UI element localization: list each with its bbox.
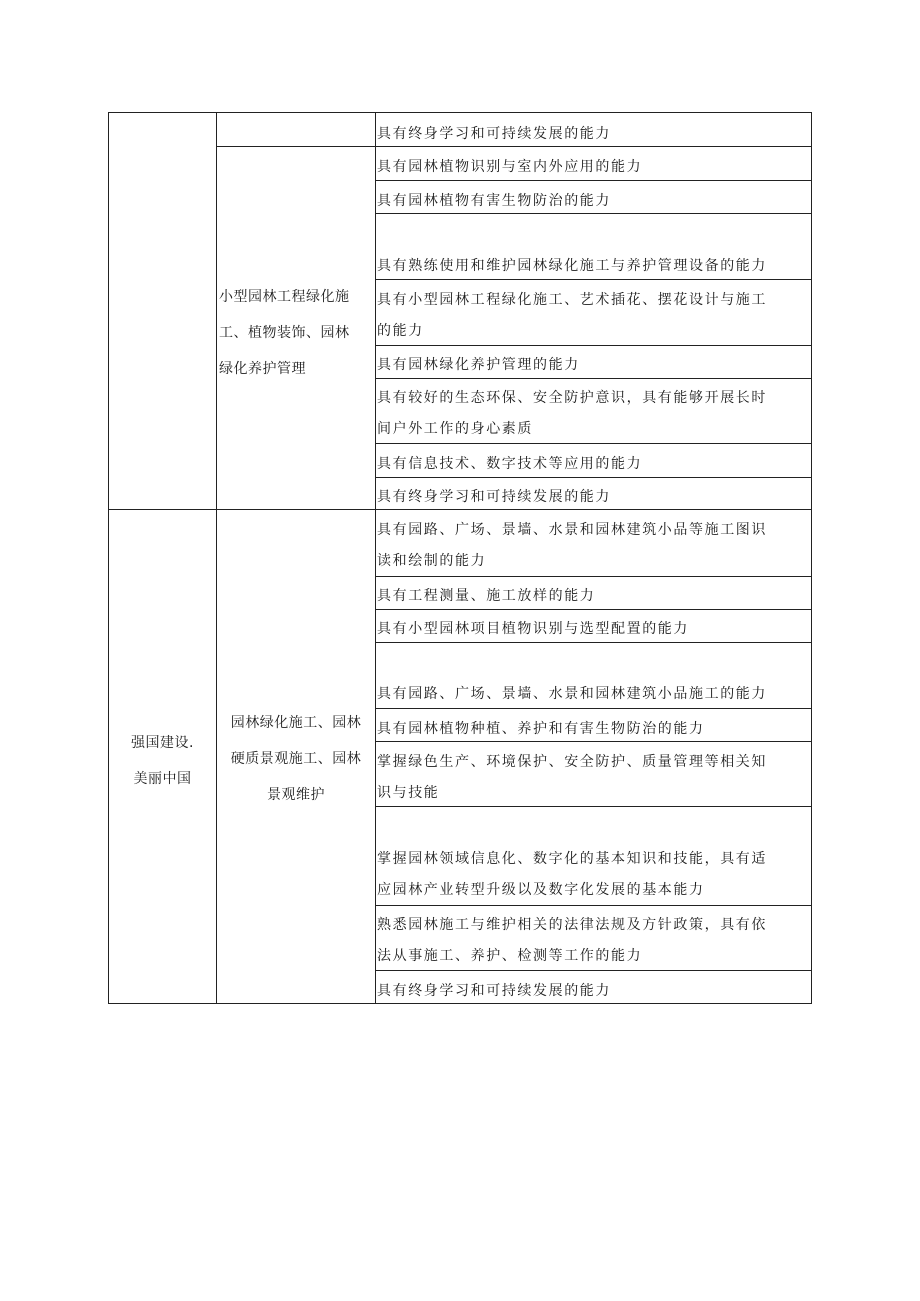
competency-item: 具有小型园林项目植物识别与选型配置的能力 <box>377 621 689 637</box>
competency-table <box>108 112 812 1004</box>
item-line: 熟悉园林施工与维护相关的法律法规及方针政策，具有依 <box>377 917 767 933</box>
competency-item: 具有终身学习和可持续发展的能力 <box>377 489 611 505</box>
competency-item: 具有园林植物有害生物防治的能力 <box>377 193 611 209</box>
item-line: 掌握园林领域信息化、数字化的基本知识和技能，具有适 <box>377 851 767 867</box>
competency-item: 具有园林绿化养护管理的能力 <box>377 357 580 373</box>
competency-item: 具有工程测量、施工放样的能力 <box>377 588 596 604</box>
competency-item: 具有熟练使用和维护园林绿化施工与养护管理设备的能力 <box>377 258 767 274</box>
group-divider <box>216 146 375 147</box>
competency-item <box>377 747 811 809</box>
direction-line: 园林绿化施工、园林 <box>230 715 362 731</box>
direction-cell <box>217 705 375 813</box>
direction-line: 绿化养护管理 <box>219 361 306 377</box>
competency-item <box>377 285 811 347</box>
competency-item <box>377 383 811 445</box>
category-cell <box>109 725 216 797</box>
item-line: 的能力 <box>377 323 424 339</box>
direction-line: 硬质景观施工、园林 <box>230 751 362 767</box>
column-divider <box>375 113 376 1003</box>
competency-item: 具有园林植物识别与室内外应用的能力 <box>377 159 643 175</box>
item-line: 具有小型园林工程绿化施工、艺术插花、摆花设计与施工 <box>377 292 767 308</box>
competency-item: 具有信息技术、数字技术等应用的能力 <box>377 456 643 472</box>
direction-line: 工、植物装饰、园林 <box>219 325 350 341</box>
direction-line: 景观维护 <box>267 787 325 803</box>
direction-cell <box>219 279 350 387</box>
item-line: 读和绘制的能力 <box>377 553 487 569</box>
item-line: 间户外工作的身心素质 <box>377 421 533 437</box>
direction-line: 小型园林工程绿化施 <box>219 289 350 305</box>
competency-item <box>377 515 811 577</box>
competency-item: 具有终身学习和可持续发展的能力 <box>377 126 611 142</box>
item-line: 应园林产业转型升级以及数字化发展的基本能力 <box>377 882 705 898</box>
column-divider <box>216 113 217 1003</box>
competency-item: 具有园林植物种植、养护和有害生物防治的能力 <box>377 721 705 737</box>
item-line: 具有园路、广场、景墙、水景和园林建筑小品等施工图识 <box>377 522 767 538</box>
competency-item: 具有终身学习和可持续发展的能力 <box>377 983 611 999</box>
item-line: 掌握绿色生产、环境保护、安全防护、质量管理等相关知 <box>377 754 767 770</box>
item-line: 具有较好的生态环保、安全防护意识，具有能够开展长时 <box>377 390 767 406</box>
competency-item <box>377 910 811 972</box>
competency-item: 具有园路、广场、景墙、水景和园林建筑小品施工的能力 <box>377 686 767 702</box>
category-line: 强国建设. <box>131 735 194 751</box>
item-line: 识与技能 <box>377 785 440 801</box>
category-line: 美丽中国 <box>133 771 192 787</box>
competency-item <box>377 844 811 906</box>
item-line: 法从事施工、养护、检测等工作的能力 <box>377 948 643 964</box>
